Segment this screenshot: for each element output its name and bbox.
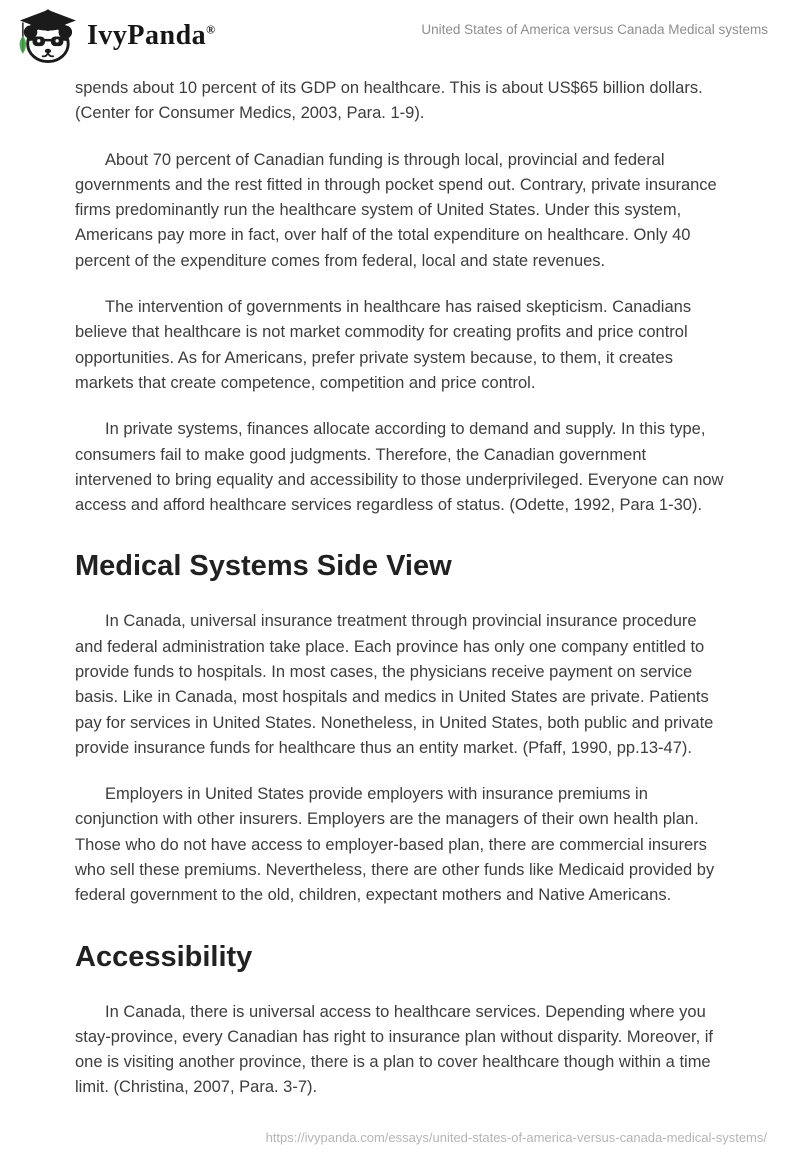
- essay-content: [0, 66, 800, 1129]
- page-footer: [0, 1129, 800, 1160]
- section-heading-accessibility: Accessibility: [75, 940, 253, 973]
- source-url-link[interactable]: https://ivypanda.com/essays/united-states-of-america-versus-canada-medical-systems/: [265, 1130, 767, 1145]
- brand: [14, 8, 216, 64]
- paragraph: In private systems, finances allocate according to demand and supply. In this type, consumers fail to make good judgments. Therefore, the Canadian government intervened to bring equality and accessibility to those underprivileged. Everyone can now access and afford healthcare services regardless of status. (Odette, 1992, Para 1-30).: [75, 420, 724, 515]
- brand-name-text: IvyPanda: [87, 20, 207, 51]
- paragraph: Employers in United States provide employers with insurance premiums in conjunction with other insurers. Employers are the managers of their own health plan. Those who do not have access to employer-based plan, there are commercial insurers who sell these premiums. Nevertheless, there are other funds like Medicaid provided by federal government to the old, children, expectant mothers and Native Americans.: [75, 785, 715, 905]
- paragraph: spends about 10 percent of its GDP on healthcare. This is about US$65 billion dollars. (Center for Consumer Medics, 2003, Para. 1-9).: [75, 79, 703, 123]
- paragraph: The intervention of governments in healthcare has raised skepticism. Canadians believe that healthcare is not market commodity for creating profits and price control opportunities. As for Americans, prefer private system because, to them, it creates markets that create competence, competition and price control.: [75, 298, 692, 392]
- ivypanda-panda-graduation-logo-icon: [14, 8, 78, 64]
- page-header: [0, 0, 800, 66]
- registered-trademark-symbol: ®: [206, 22, 216, 37]
- paragraph: In Canada, there is universal access to healthcare services. Depending where you stay-province, every Canadian has right to insurance plan without disparity. Moreover, if one is visiting another province, there is a plan to cover healthcare though within a time limit. (Christina, 2007, Para. 3-7).: [75, 1002, 714, 1097]
- brand-name: [87, 8, 216, 64]
- paragraph: About 70 percent of Canadian funding is through local, provincial and federal governments and the rest fitted in through pocket spend out. Contrary, private insurance firms predominantly run the healthcare system of United States. Under this system, Americans pay more in fact, over half of the total expenditure on healthcare. Only 40 percent of the expenditure comes from federal, local and state revenues.: [75, 150, 717, 270]
- section-heading-medical-systems-side-view: Medical Systems Side View: [75, 550, 452, 583]
- document-title: United States of America versus Canada Medical systems: [421, 22, 768, 37]
- paragraph: In Canada, universal insurance treatment through provincial insurance procedure and federal administration take place. Each province has only one company entitled to provide funds to hospitals. In most cases, the physicians receive payment on service basis. Like in Canada, most hospitals and medics in United States are private. Patients pay for services in United States. Nonetheless, in United States, both public and private provide insurance funds for healthcare thus an entity market. (Pfaff, 1990, pp.13-47).: [75, 612, 714, 757]
